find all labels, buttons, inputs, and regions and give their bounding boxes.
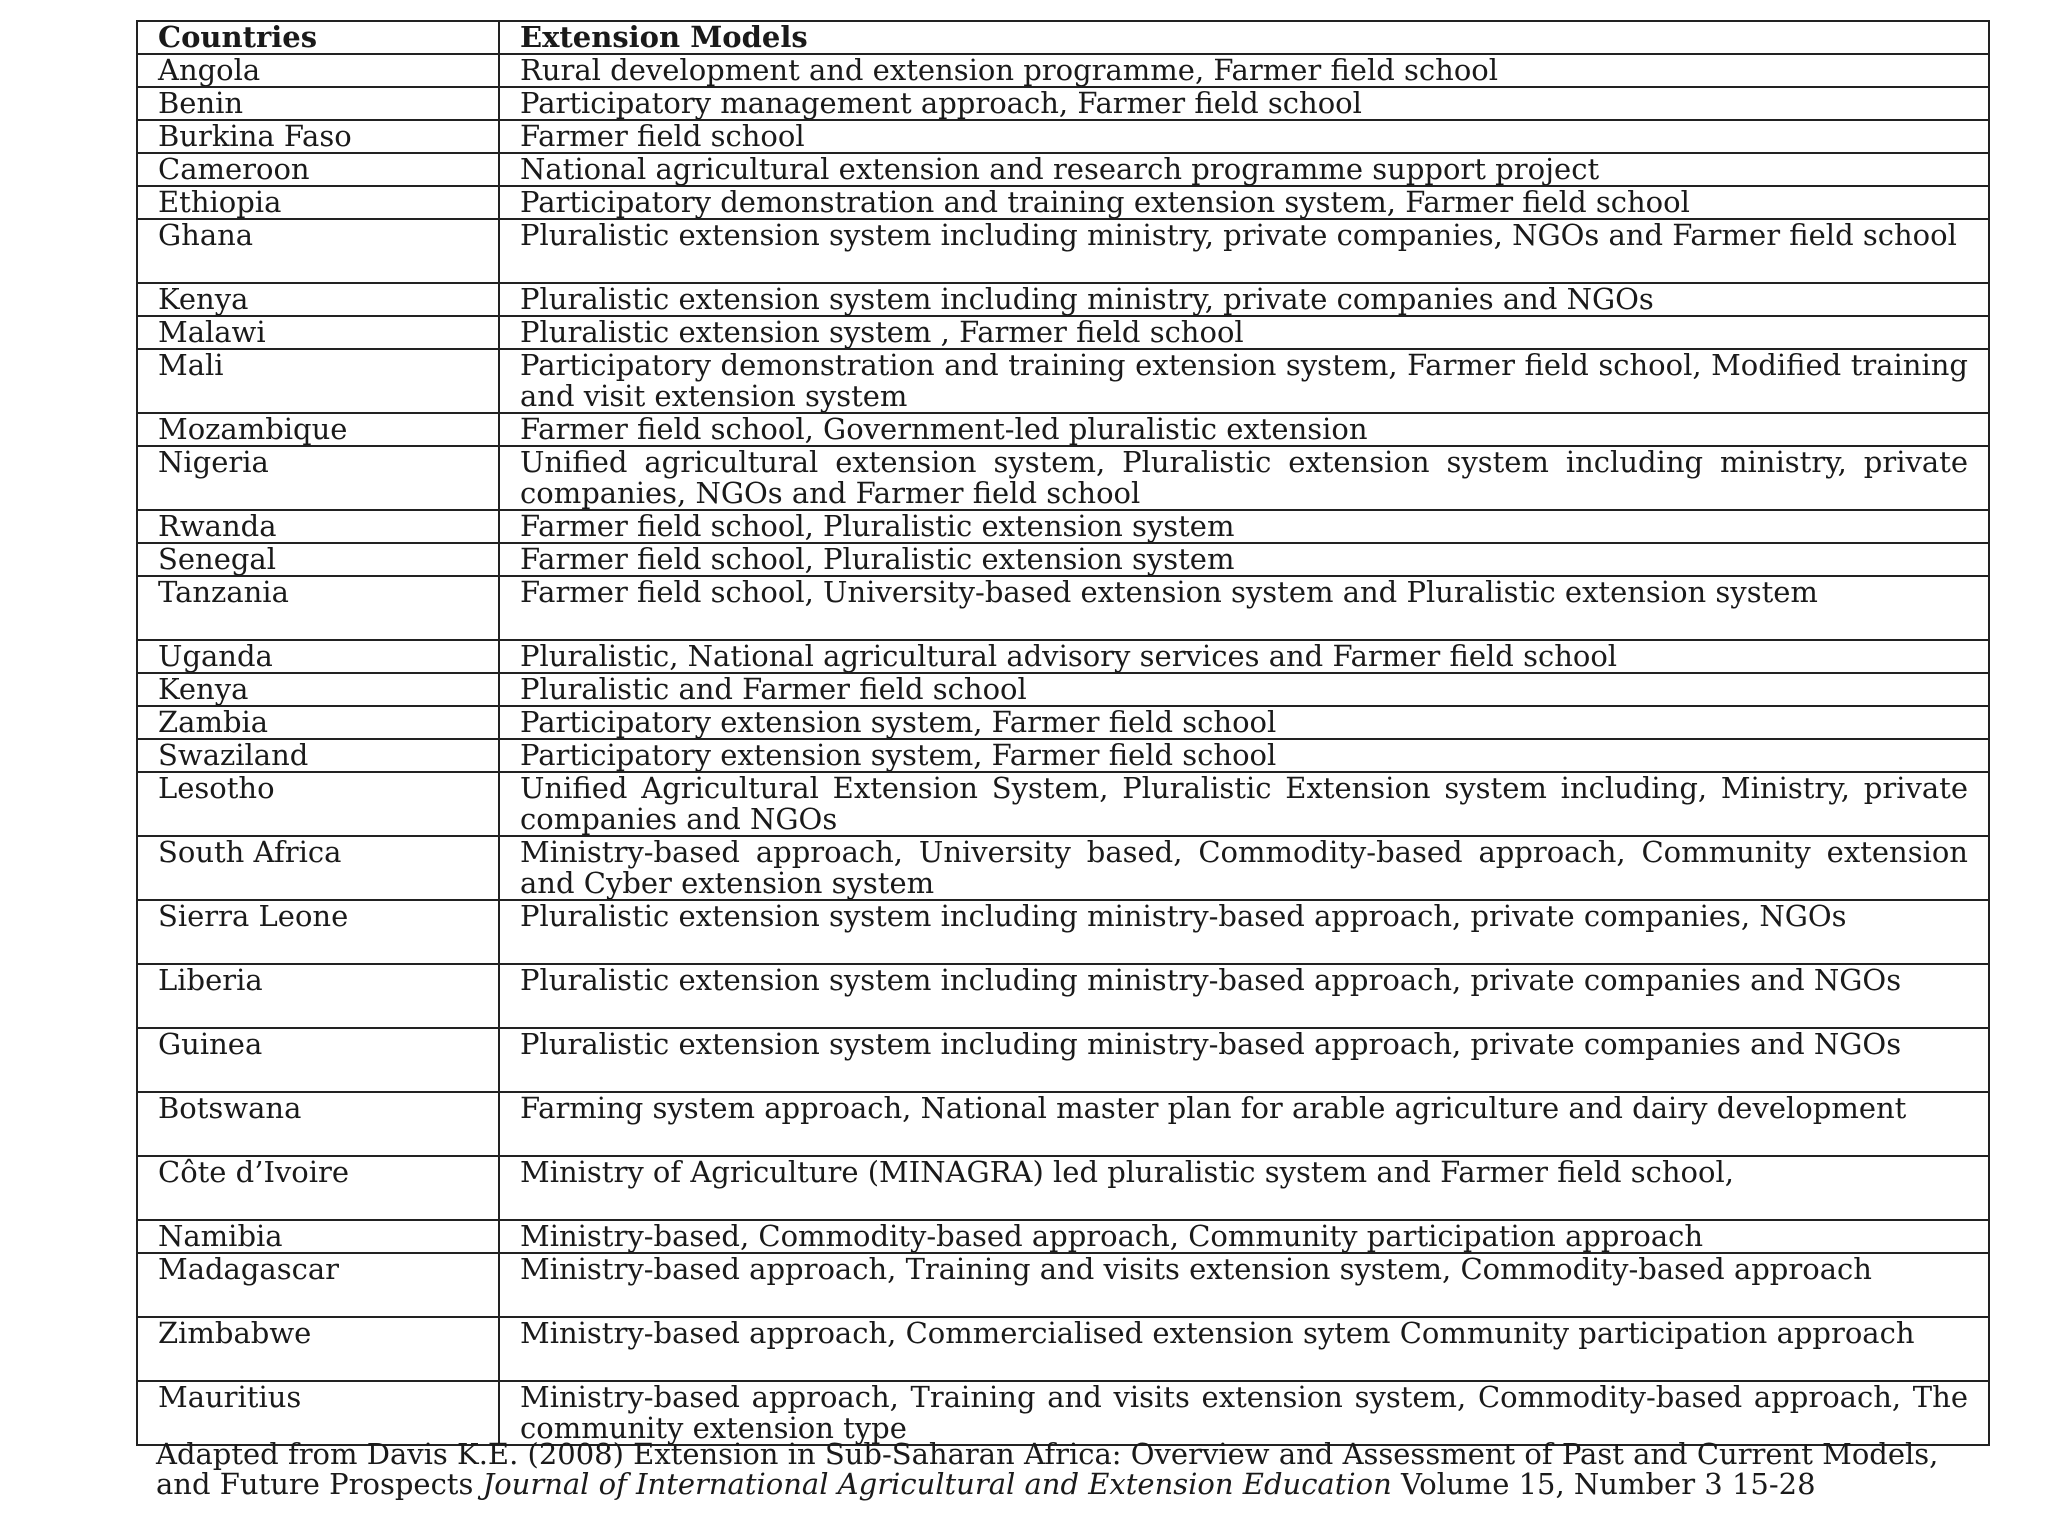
table-row bbox=[137, 706, 1989, 739]
country-cell: Liberia bbox=[137, 964, 499, 1028]
table-row bbox=[137, 87, 1989, 120]
extension-model-cell: Participatory management approach, Farmer field school bbox=[499, 87, 1989, 120]
table-row bbox=[137, 640, 1989, 673]
table-row bbox=[137, 186, 1989, 219]
table-row bbox=[137, 576, 1989, 640]
extension-model-cell: Pluralistic extension system including ministry-based approach, private companies and NGOs bbox=[499, 964, 1989, 1028]
extension-model-cell: Pluralistic extension system , Farmer field school bbox=[499, 316, 1989, 349]
country-cell: Ethiopia bbox=[137, 186, 499, 219]
country-cell: Guinea bbox=[137, 1028, 499, 1092]
country-cell: Mozambique bbox=[137, 413, 499, 446]
extension-model-cell: Participatory demonstration and training extension system, Farmer field school bbox=[499, 186, 1989, 219]
country-cell: Nigeria bbox=[137, 446, 499, 510]
country-cell: Benin bbox=[137, 87, 499, 120]
table-row bbox=[137, 510, 1989, 543]
country-cell: Kenya bbox=[137, 283, 499, 316]
extension-model-cell: Pluralistic, National agricultural advisory services and Farmer field school bbox=[499, 640, 1989, 673]
extension-models-table bbox=[136, 20, 1990, 1446]
country-cell: Côte d’Ivoire bbox=[137, 1156, 499, 1220]
table-row bbox=[137, 772, 1989, 836]
extension-model-cell: Farmer field school, Government-led pluralistic extension bbox=[499, 413, 1989, 446]
country-cell: Lesotho bbox=[137, 772, 499, 836]
extension-model-cell: Participatory extension system, Farmer field school bbox=[499, 739, 1989, 772]
country-cell: Rwanda bbox=[137, 510, 499, 543]
table-row bbox=[137, 964, 1989, 1028]
extension-model-cell: Farmer field school, Pluralistic extension system bbox=[499, 543, 1989, 576]
table-row bbox=[137, 283, 1989, 316]
table-row bbox=[137, 120, 1989, 153]
extension-model-cell: Pluralistic and Farmer field school bbox=[499, 673, 1989, 706]
source-citation bbox=[156, 1439, 1956, 1499]
extension-model-cell: Unified Agricultural Extension System, Pluralistic Extension system including, Ministry, private companies and NGOs bbox=[499, 772, 1989, 836]
extension-model-cell: Farmer field school, Pluralistic extension system bbox=[499, 510, 1989, 543]
table-row bbox=[137, 349, 1989, 413]
table-row bbox=[137, 316, 1989, 349]
country-cell: Sierra Leone bbox=[137, 900, 499, 964]
table-row bbox=[137, 673, 1989, 706]
country-cell: Cameroon bbox=[137, 153, 499, 186]
country-cell: Senegal bbox=[137, 543, 499, 576]
extension-model-cell: Ministry-based approach, Commercialised extension sytem Community participation approach bbox=[499, 1317, 1989, 1381]
table-row bbox=[137, 1220, 1989, 1253]
extension-model-cell: Pluralistic extension system including ministry, private companies and NGOs bbox=[499, 283, 1989, 316]
country-cell: Swaziland bbox=[137, 739, 499, 772]
citation-text: Adapted from Davis K.E. (2008) Extension in Sub-Saharan Africa: Overview and Assessment of Past and Current Models, and Future Prospects bbox=[156, 1437, 1939, 1501]
table-row bbox=[137, 1317, 1989, 1381]
country-cell: Mali bbox=[137, 349, 499, 413]
extension-model-cell: Rural development and extension programme, Farmer field school bbox=[499, 54, 1989, 87]
extension-model-cell: Pluralistic extension system including ministry-based approach, private companies, NGOs bbox=[499, 900, 1989, 964]
country-cell: Burkina Faso bbox=[137, 120, 499, 153]
extension-model-cell: Farming system approach, National master plan for arable agriculture and dairy development bbox=[499, 1092, 1989, 1156]
table-row bbox=[137, 1253, 1989, 1317]
country-cell: Zambia bbox=[137, 706, 499, 739]
table-row bbox=[137, 54, 1989, 87]
table-row bbox=[137, 446, 1989, 510]
table-row bbox=[137, 900, 1989, 964]
extension-model-cell: Ministry-based approach, University based, Commodity-based approach, Community extension and Cyber extension system bbox=[499, 836, 1989, 900]
table-row bbox=[137, 1156, 1989, 1220]
extension-model-cell: Pluralistic extension system including ministry, private companies, NGOs and Farmer field school bbox=[499, 219, 1989, 283]
extension-model-cell: Ministry-based approach, Training and visits extension system, Commodity-based approach bbox=[499, 1253, 1989, 1317]
table-row bbox=[137, 739, 1989, 772]
country-cell: Zimbabwe bbox=[137, 1317, 499, 1381]
table-row bbox=[137, 1092, 1989, 1156]
country-cell: Kenya bbox=[137, 673, 499, 706]
extension-model-cell: Unified agricultural extension system, Pluralistic extension system including ministry, private companies, NGOs and Farmer field school bbox=[499, 446, 1989, 510]
header-extension-models: Extension Models bbox=[499, 21, 1989, 54]
table-row bbox=[137, 219, 1989, 283]
table-row bbox=[137, 1028, 1989, 1092]
extension-model-cell: National agricultural extension and research programme support project bbox=[499, 153, 1989, 186]
country-cell: Uganda bbox=[137, 640, 499, 673]
journal-title: Journal of International Agricultural and Extension Education bbox=[482, 1467, 1392, 1501]
extension-model-cell: Farmer field school, University-based extension system and Pluralistic extension system bbox=[499, 576, 1989, 640]
extension-model-cell: Farmer field school bbox=[499, 120, 1989, 153]
table-row bbox=[137, 543, 1989, 576]
table-row bbox=[137, 1381, 1989, 1445]
country-cell: Namibia bbox=[137, 1220, 499, 1253]
extension-model-cell: Ministry of Agriculture (MINAGRA) led pluralistic system and Farmer field school, bbox=[499, 1156, 1989, 1220]
country-cell: Mauritius bbox=[137, 1381, 499, 1445]
country-cell: Botswana bbox=[137, 1092, 499, 1156]
country-cell: Tanzania bbox=[137, 576, 499, 640]
country-cell: Ghana bbox=[137, 219, 499, 283]
header-countries: Countries bbox=[137, 21, 499, 54]
extension-model-cell: Ministry-based approach, Training and visits extension system, Commodity-based approach, The community extension type bbox=[499, 1381, 1989, 1445]
country-cell: Madagascar bbox=[137, 1253, 499, 1317]
extension-model-cell: Participatory demonstration and training extension system, Farmer field school, Modified training and visit extension system bbox=[499, 349, 1989, 413]
country-cell: South Africa bbox=[137, 836, 499, 900]
extension-model-cell: Pluralistic extension system including ministry-based approach, private companies and NGOs bbox=[499, 1028, 1989, 1092]
table-row bbox=[137, 153, 1989, 186]
extension-model-cell: Ministry-based, Commodity-based approach, Community participation approach bbox=[499, 1220, 1989, 1253]
table-header-row bbox=[137, 21, 1989, 54]
extension-model-cell: Participatory extension system, Farmer field school bbox=[499, 706, 1989, 739]
table-row bbox=[137, 413, 1989, 446]
citation-volume: Volume 15, Number 3 15-28 bbox=[1391, 1467, 1816, 1501]
country-cell: Angola bbox=[137, 54, 499, 87]
country-cell: Malawi bbox=[137, 316, 499, 349]
table-row bbox=[137, 836, 1989, 900]
